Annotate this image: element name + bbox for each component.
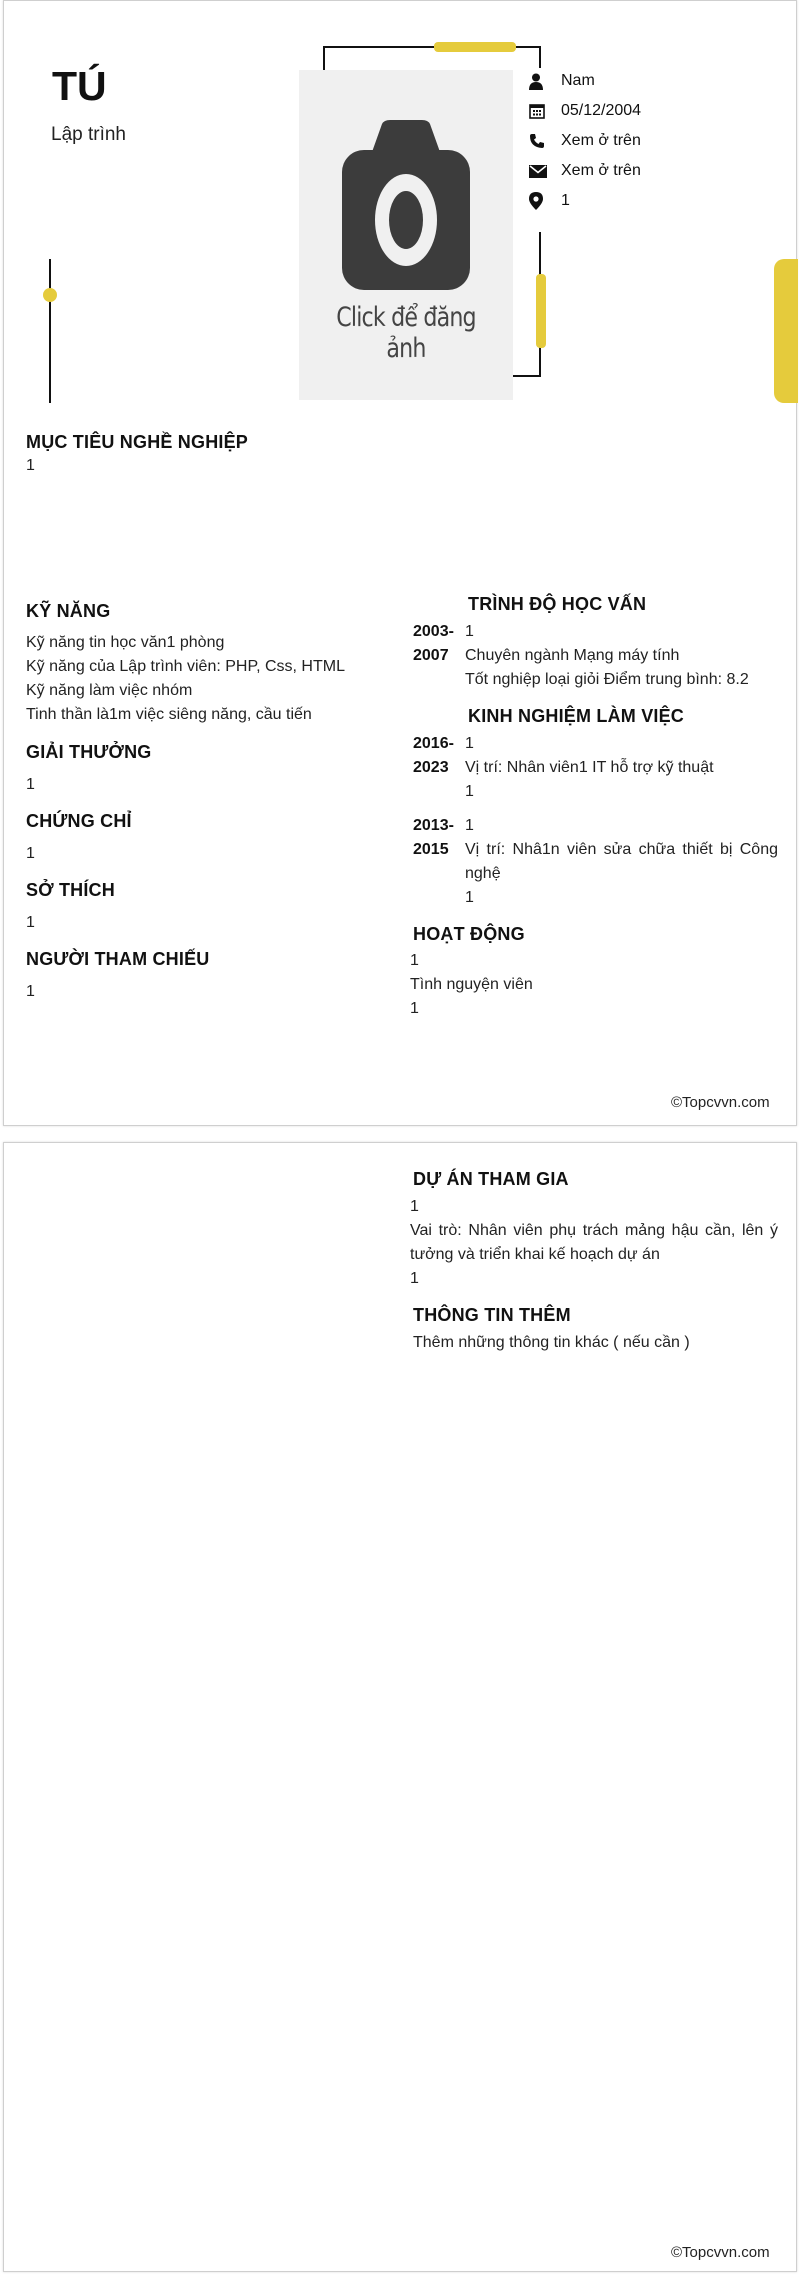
education-year-start[interactable]: 2003- (413, 623, 454, 640)
references-text[interactable]: 1 (26, 983, 35, 1000)
projects-title: DỰ ÁN THAM GIA (413, 1169, 569, 1189)
activities-title: HOẠT ĐỘNG (413, 924, 525, 944)
accent-bar-top (434, 42, 516, 52)
hobbies-text[interactable]: 1 (26, 914, 35, 931)
skills-title: KỸ NĂNG (26, 601, 111, 621)
certificates-title: CHỨNG CHỈ (26, 811, 132, 831)
email-value[interactable]: Xem ở trên (561, 162, 641, 179)
activity-line[interactable]: 1 (410, 1000, 419, 1017)
objective-title: MỤC TIÊU NGHỀ NGHIỆP (26, 432, 249, 452)
accent-bar-right (536, 274, 546, 348)
frame-line-right-top (539, 46, 541, 68)
more-info-text[interactable]: Thêm những thông tin khác ( nếu cần ) (413, 1334, 690, 1351)
education-line[interactable]: 1 (465, 623, 474, 640)
footer-brand: ©Topcvvn.com (671, 1094, 770, 1111)
experience-year-start[interactable]: 2013- (413, 817, 454, 834)
education-title: TRÌNH ĐỘ HỌC VẤN (468, 594, 647, 614)
phone-value[interactable]: Xem ở trên (561, 132, 641, 149)
experience-line[interactable]: 1 (465, 817, 474, 834)
project-line[interactable]: 1 (410, 1198, 419, 1215)
education-year-end[interactable]: 2007 (413, 647, 449, 664)
experience-year-end[interactable]: 2023 (413, 759, 449, 776)
cv-page-1 (3, 0, 797, 1126)
references-title: NGƯỜI THAM CHIẾU (26, 949, 210, 969)
objective-text[interactable]: 1 (26, 457, 35, 474)
job-title[interactable]: Lập trình (51, 124, 126, 145)
birthday-value[interactable]: 05/12/2004 (561, 102, 642, 119)
skill-item[interactable]: Tinh thần là1m việc siêng năng, cầu tiến (26, 706, 312, 723)
experience-line[interactable]: 1 (465, 889, 474, 906)
experience-line[interactable]: Vị trí: Nhân viên1 IT hỗ trợ kỹ thuật (465, 759, 714, 776)
project-line[interactable]: Vai trò: Nhân viên phụ trách mảng hậu cần, lên ý tưởng và triển khai kế hoạch dự án (410, 1222, 778, 1263)
education-line[interactable]: Chuyên ngành Mạng máy tính (465, 647, 680, 664)
activity-line[interactable]: 1 (410, 952, 419, 969)
profile-photo-upload[interactable] (299, 70, 513, 400)
person-icon (529, 72, 551, 90)
skill-item[interactable]: Kỹ năng làm việc nhóm (26, 682, 193, 699)
awards-text[interactable]: 1 (26, 776, 35, 793)
cv-page-2 (3, 1142, 797, 2272)
left-timeline-line (49, 259, 51, 403)
hobbies-title: SỞ THÍCH (26, 880, 115, 900)
mail-icon (529, 162, 551, 180)
footer-brand: ©Topcvvn.com (671, 2244, 770, 2261)
contact-email (529, 160, 641, 182)
contact-birthday (529, 100, 641, 122)
address-value[interactable]: 1 (561, 192, 570, 209)
skill-item[interactable]: Kỹ năng tin học văn1 phòng (26, 634, 225, 651)
project-line[interactable]: 1 (410, 1270, 419, 1287)
side-accent-tab (774, 259, 798, 403)
calendar-icon (529, 102, 551, 120)
experience-year-end[interactable]: 2015 (413, 841, 449, 858)
photo-caption: Click để đăng ảnh (336, 302, 476, 364)
contact-phone (529, 130, 641, 152)
candidate-name[interactable]: TÚ (52, 63, 107, 109)
experience-year-start[interactable]: 2016- (413, 735, 454, 752)
frame-line-left-top (323, 46, 325, 72)
skill-item[interactable]: Kỹ năng của Lập trình viên: PHP, Css, HTML (26, 658, 345, 675)
contact-address (529, 190, 570, 212)
experience-line[interactable]: 1 (465, 783, 474, 800)
left-timeline-dot (43, 288, 57, 302)
gender-value[interactable]: Nam (561, 72, 595, 89)
awards-title: GIẢI THƯỞNG (26, 742, 152, 762)
education-line[interactable]: Tốt nghiệp loại giỏi Điểm trung bình: 8.2 (465, 671, 749, 688)
phone-icon (529, 132, 551, 150)
certificates-text[interactable]: 1 (26, 845, 35, 862)
contact-gender (529, 70, 595, 92)
frame-line-bottom (513, 375, 541, 377)
experience-title: KINH NGHIỆM LÀM VIỆC (468, 706, 685, 726)
location-icon (529, 192, 551, 210)
activity-line[interactable]: Tình nguyện viên (410, 976, 533, 993)
camera-icon (342, 120, 470, 295)
experience-line[interactable]: 1 (465, 735, 474, 752)
more-info-title: THÔNG TIN THÊM (413, 1305, 571, 1325)
experience-line[interactable]: Vị trí: Nhâ1n viên sửa chữa thiết bị Công nghệ (465, 841, 778, 882)
